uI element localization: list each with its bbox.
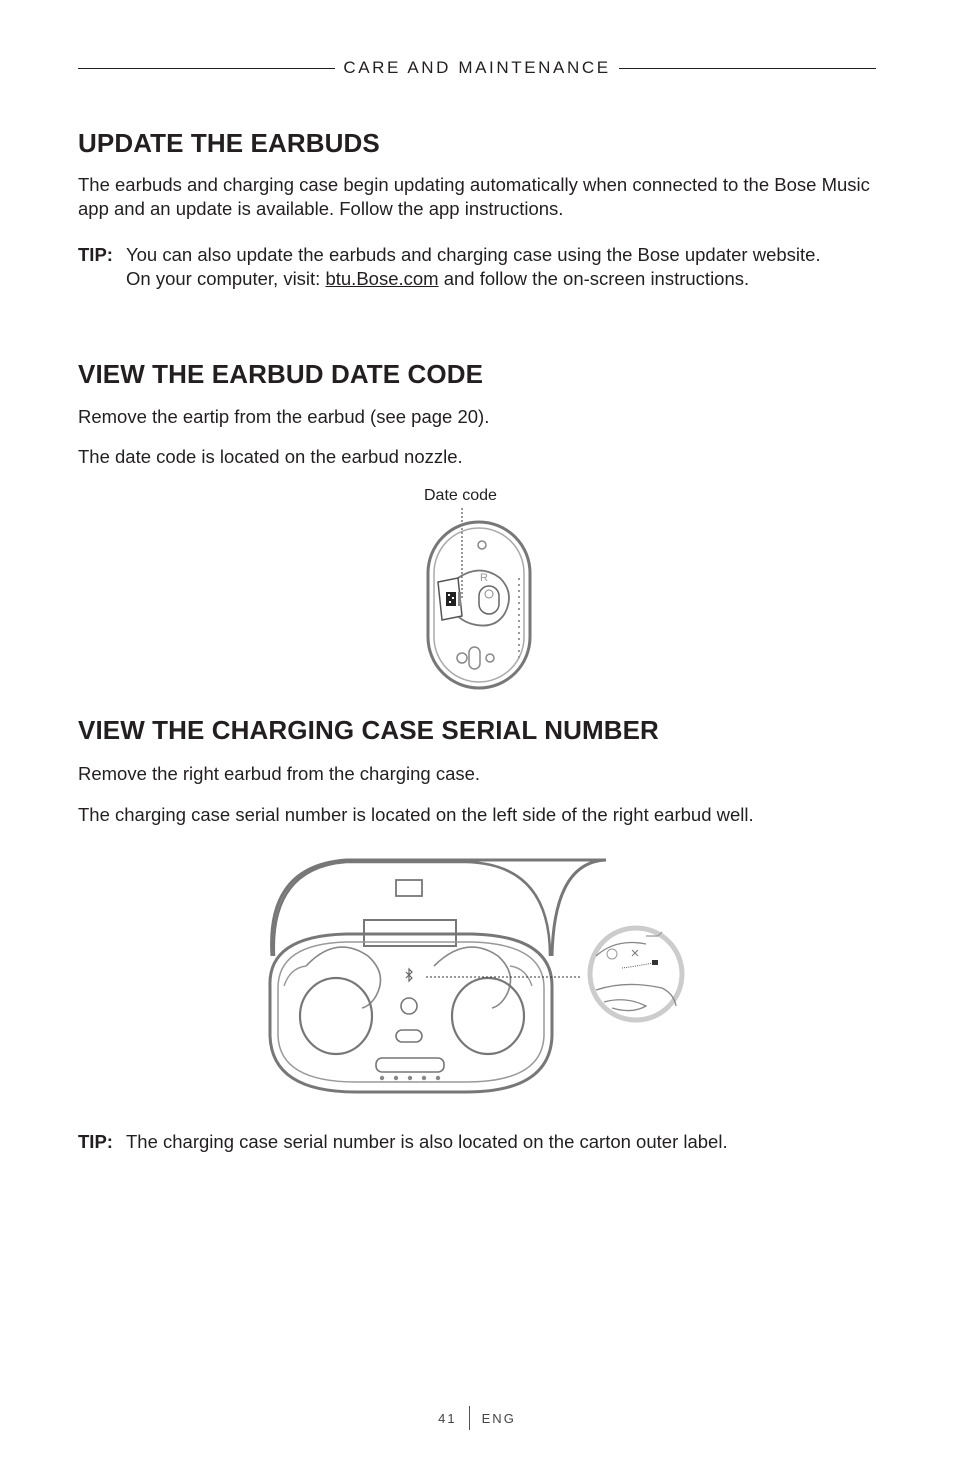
serial-para1 xyxy=(78,762,878,786)
btu-link[interactable]: btu.Bose.com xyxy=(325,268,439,289)
language-code: ENG xyxy=(481,1410,516,1426)
footer-divider xyxy=(469,1406,470,1430)
date-code-para2 xyxy=(78,445,878,469)
section-date-code xyxy=(78,359,878,390)
serial-tip-label: TIP: xyxy=(78,1131,113,1152)
date-code-para1 xyxy=(78,405,878,429)
serial-para2 xyxy=(78,803,878,827)
bluetooth-icon xyxy=(406,969,412,981)
earbud-illustration xyxy=(420,508,540,692)
heading-serial-number: VIEW THE CHARGING CASE SERIAL NUMBER xyxy=(78,715,659,745)
update-text: The earbuds and charging case begin updating automatically when connected to the Bose Music app and an update is available. Follow the app instructions. xyxy=(78,174,870,219)
date-code-text2: The date code is located on the earbud nozzle. xyxy=(78,446,463,467)
date-code-callout: Date code xyxy=(424,487,497,504)
update-tip xyxy=(78,243,838,291)
update-paragraph xyxy=(78,173,878,221)
tip-text-after: and follow the on-screen instructions. xyxy=(438,268,750,289)
tip-body xyxy=(126,243,826,291)
heading-date-code: VIEW THE EARBUD DATE CODE xyxy=(78,359,484,389)
tip-text-before: You can also update the earbuds and charging case using the Bose updater website. On your computer, visit: xyxy=(126,244,821,289)
section-title: CARE AND MAINTENANCE xyxy=(343,58,611,77)
date-code-text1: Remove the eartip from the earbud (see page 20). xyxy=(78,406,490,427)
page-footer xyxy=(0,1406,954,1430)
serial-text1: Remove the right earbud from the charging case. xyxy=(78,763,481,784)
serial-text2: The charging case serial number is located on the left side of the right earbud well. xyxy=(78,804,754,825)
charging-case-illustration xyxy=(266,856,690,1100)
header-rule-right xyxy=(619,68,876,69)
earbud-letter: R xyxy=(480,572,488,584)
heading-update-earbuds: UPDATE THE EARBUDS xyxy=(78,128,380,158)
page-number: 41 xyxy=(438,1410,457,1426)
page-header xyxy=(78,56,876,80)
header-rule-left xyxy=(78,68,335,69)
section-serial-number xyxy=(78,715,878,746)
serial-tip xyxy=(78,1130,878,1154)
tip-label: TIP: xyxy=(78,244,113,265)
serial-tip-text: The charging case serial number is also located on the carton outer label. xyxy=(126,1131,728,1152)
section-update-earbuds xyxy=(78,128,878,159)
